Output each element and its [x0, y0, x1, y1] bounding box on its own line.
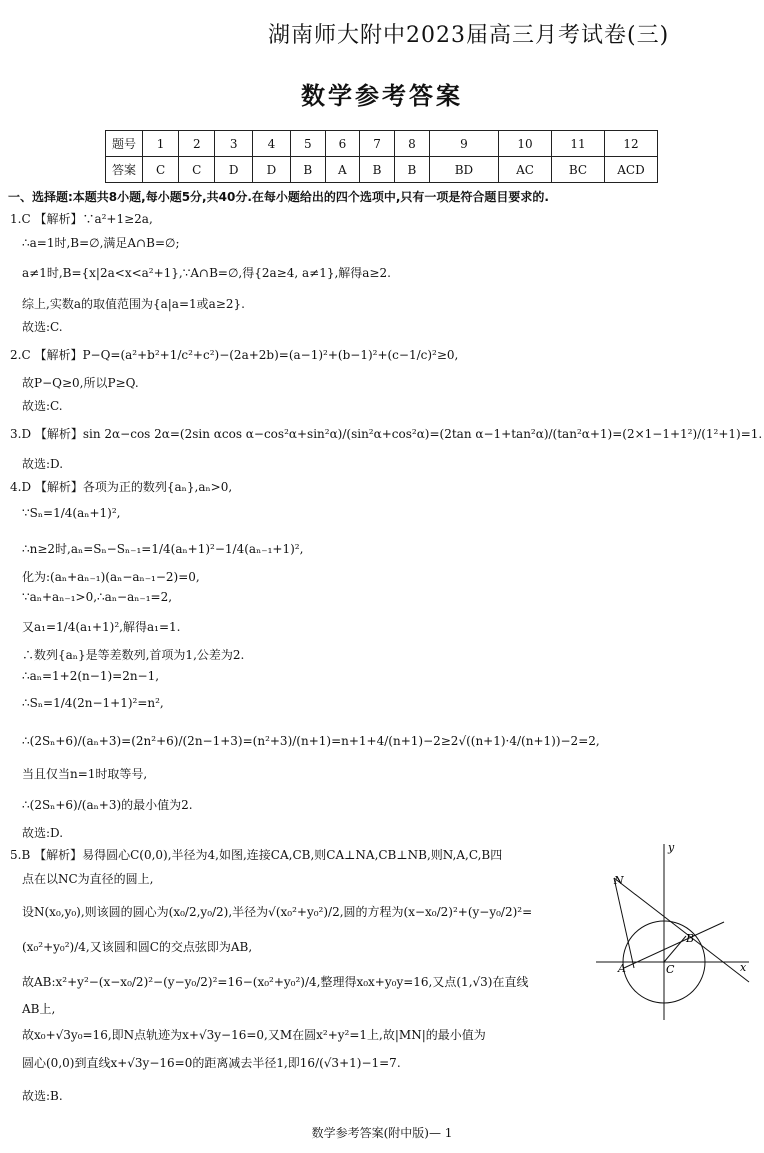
- solution-line: ∴(2Sₙ+6)/(aₙ+3)=(2n²+6)/(2n−1+3)=(n²+3)/(n+1)=n+1+4/(n+1)−2≥2√((n+1)·4/(n+1))−2=2,: [22, 734, 600, 748]
- graph-label: y: [668, 841, 675, 854]
- solution-line: 3.D 【解析】sin 2α−cos 2α=(2sin αcos α−cos²α+sin²α)/(sin²α+cos²α)=(2tan α−1+tan²α)/(tan²α+1)=(2×1−1+1²)/(1²+1)=1.: [10, 427, 763, 441]
- answer-table: [105, 130, 658, 183]
- solution-line: 点在以NC为直径的圆上,: [22, 872, 154, 886]
- solution-line: 故AB:x²+y²−(x−x₀/2)²−(y−y₀/2)²=16−(x₀²+y₀²)/4,整理得x₀x+y₀y=16,又点(1,√3)在直线: [22, 975, 529, 989]
- solution-line: (x₀²+y₀²)/4,又该圆和圆C的交点弦即为AB,: [22, 940, 253, 954]
- solution-line: 1.C 【解析】∵a²+1≥2a,: [10, 212, 153, 226]
- solution-line: ∵Sₙ=1/4(aₙ+1)²,: [22, 506, 121, 520]
- table-cell: 2: [179, 131, 215, 157]
- solution-line: 圆心(0,0)到直线x+√3y−16=0的距离减去半径1,即16/(√3+1)−1=7.: [22, 1056, 401, 1070]
- header-title: 湖南师大附中2023届高三月考试卷(三): [268, 23, 670, 48]
- solution-line: 故选:C.: [22, 399, 63, 413]
- table-cell: 8: [394, 131, 429, 157]
- table-cell: 1: [143, 131, 179, 157]
- solution-line: 5.B 【解析】易得圆心C(0,0),半径为4,如图,连接CA,CB,则CA⊥NA,CB⊥NB,则N,A,C,B四: [10, 848, 503, 862]
- page-footer: 数学参考答案(附中版)— 1: [311, 1126, 453, 1140]
- solution-line: 故选:D.: [22, 457, 64, 471]
- table-cell: 4: [253, 131, 291, 157]
- table-cell: 10: [499, 131, 552, 157]
- table-cell: 11: [552, 131, 605, 157]
- solution-line: 故选:D.: [22, 826, 64, 840]
- table-cell: C: [179, 157, 215, 183]
- table-row: [106, 157, 658, 183]
- solution-line: a≠1时,B={x|2a<x<a²+1},∵A∩B=∅,得{2a≥4, a≠1},解得a≥2.: [22, 266, 391, 280]
- table-cell: 答案: [106, 157, 143, 183]
- graph-label: B: [686, 932, 695, 945]
- solution-line: ∴a=1时,B=∅,满足A∩B=∅;: [22, 236, 180, 250]
- solution-line: ∴aₙ=1+2(n−1)=2n−1,: [22, 669, 160, 683]
- solution-line: 4.D 【解析】各项为正的数列{aₙ},aₙ>0,: [10, 480, 233, 494]
- graph-label: A: [618, 962, 626, 975]
- table-row: [106, 131, 658, 157]
- table-cell: 12: [605, 131, 658, 157]
- table-cell: 7: [360, 131, 395, 157]
- table-cell: B: [290, 157, 325, 183]
- table-cell: BD: [429, 157, 498, 183]
- solution-line: 化为:(aₙ+aₙ₋₁)(aₙ−aₙ₋₁−2)=0,: [22, 570, 200, 584]
- tangent-line: [614, 878, 749, 982]
- solution-line: AB上,: [22, 1002, 56, 1016]
- solution-line: ∵aₙ+aₙ₋₁>0,∴aₙ−aₙ₋₁=2,: [22, 590, 173, 604]
- table-cell: C: [143, 157, 179, 183]
- page-title: 数学参考答案: [301, 81, 463, 110]
- table-cell: 5: [290, 131, 325, 157]
- solution-line: 故P−Q≥0,所以P≥Q.: [22, 376, 139, 390]
- solution-line: 2.C 【解析】P−Q=(a²+b²+1/c²+c²)−(2a+2b)=(a−1)²+(b−1)²+(c−1/c)²≥0,: [10, 348, 459, 362]
- table-cell: 3: [215, 131, 253, 157]
- solution-line: 故x₀+√3y₀=16,即N点轨迹为x+√3y−16=0,又M在圆x²+y²=1上,故|MN|的最小值为: [22, 1028, 486, 1042]
- table-cell: D: [253, 157, 291, 183]
- solution-line: 当且仅当n=1时取等号,: [22, 767, 148, 781]
- table-cell: 题号: [106, 131, 143, 157]
- graph-label: N: [614, 874, 624, 887]
- table-cell: 6: [325, 131, 359, 157]
- section-heading: 一、选择题:本题共8小题,每小题5分,共40分.在每小题给出的四个选项中,只有一项是符合题目要求的.: [8, 190, 549, 204]
- graph-label: C: [666, 963, 675, 976]
- solution-line: 综上,实数a的取值范围为{a|a=1或a≥2}.: [22, 297, 245, 311]
- geometry-figure: [594, 840, 754, 1025]
- solution-line: 又a₁=1/4(a₁+1)²,解得a₁=1.: [22, 620, 181, 634]
- solution-line: ∴n≥2时,aₙ=Sₙ−Sₙ₋₁=1/4(aₙ+1)²−1/4(aₙ₋₁+1)²,: [22, 542, 304, 556]
- radius-line: [664, 936, 686, 962]
- table-cell: AC: [499, 157, 552, 183]
- table-cell: 9: [429, 131, 498, 157]
- table-cell: ACD: [605, 157, 658, 183]
- solution-line: ∴数列{aₙ}是等差数列,首项为1,公差为2.: [22, 648, 245, 662]
- solution-line: 故选:B.: [22, 1089, 63, 1103]
- solution-line: 故选:C.: [22, 320, 63, 334]
- table-cell: B: [394, 157, 429, 183]
- table-cell: D: [215, 157, 253, 183]
- table-cell: BC: [552, 157, 605, 183]
- table-cell: B: [360, 157, 395, 183]
- table-cell: A: [325, 157, 359, 183]
- solution-line: 设N(x₀,y₀),则该圆的圆心为(x₀/2,y₀/2),半径为√(x₀²+y₀²)/2,圆的方程为(x−x₀/2)²+(y−y₀/2)²=: [22, 905, 533, 919]
- graph-label: x: [740, 961, 747, 974]
- solution-line: ∴Sₙ=1/4(2n−1+1)²=n²,: [22, 696, 164, 710]
- solution-line: ∴(2Sₙ+6)/(aₙ+3)的最小值为2.: [22, 798, 193, 812]
